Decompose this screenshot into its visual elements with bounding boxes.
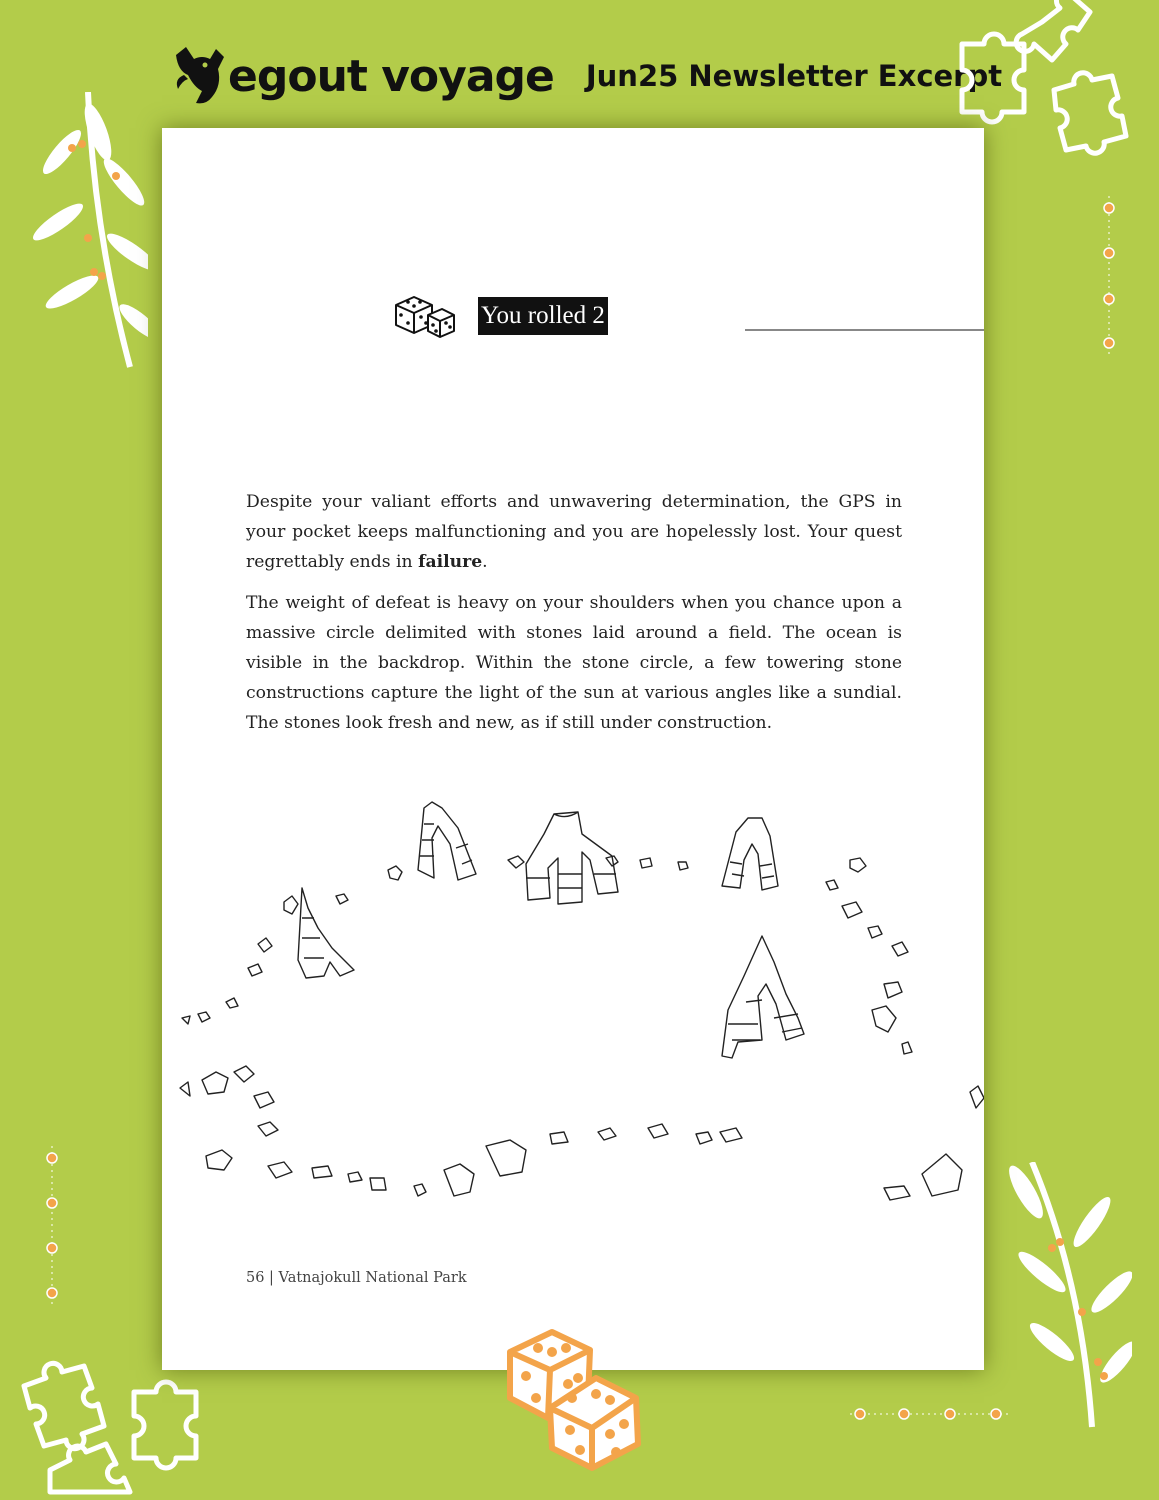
paragraph — [246, 589, 902, 738]
stone-arch — [722, 818, 778, 890]
paragraph-text: The weight of defeat is heavy on your shoulders when you chance upon a massive circle delimited with stones laid around a field. The ocean is visible in the backdrop. Within the stone circle, a few towering stone constructions capture the light of the sun at various angles like a sundial. The stones look fresh and new, as if still under construction. — [246, 593, 902, 733]
paragraph — [246, 488, 902, 577]
stone-arch — [722, 936, 804, 1058]
roll-result-label: You rolled 2 — [478, 297, 608, 335]
divider-line — [745, 329, 984, 331]
stone-arch — [418, 802, 476, 880]
cat-logo-icon — [172, 45, 228, 107]
leaf-branch-icon — [28, 92, 148, 372]
orange-dots-icon — [41, 1146, 63, 1306]
stone-circle-illustration — [162, 778, 984, 1218]
page-footer: 56 | Vatnajokull National Park — [246, 1270, 467, 1286]
dice-icon — [392, 293, 456, 339]
leaf-branch-icon — [1002, 1162, 1132, 1432]
roll-heading — [392, 293, 608, 339]
brand-name: egout voyage — [228, 50, 554, 102]
story-text — [246, 488, 902, 750]
orange-dots-icon — [1098, 196, 1120, 356]
orange-dots-icon — [850, 1403, 1010, 1425]
dice-icon — [500, 1322, 645, 1472]
paragraph-bold: failure — [418, 551, 483, 572]
header — [172, 44, 1002, 108]
stone-tower — [526, 812, 618, 904]
newsletter-page — [162, 128, 984, 1370]
paragraph-text-end: . — [482, 551, 488, 572]
puzzle-piece-icon — [10, 1352, 210, 1500]
brand-logo — [172, 45, 554, 107]
newsletter-subtitle: Jun25 Newsletter Excerpt — [585, 59, 1003, 93]
paragraph-text: Despite your valiant efforts and unwavering determination, the GPS in your pocket keeps malfunctioning and you are hopelessly lost. Your quest regrettably ends in — [246, 492, 902, 572]
